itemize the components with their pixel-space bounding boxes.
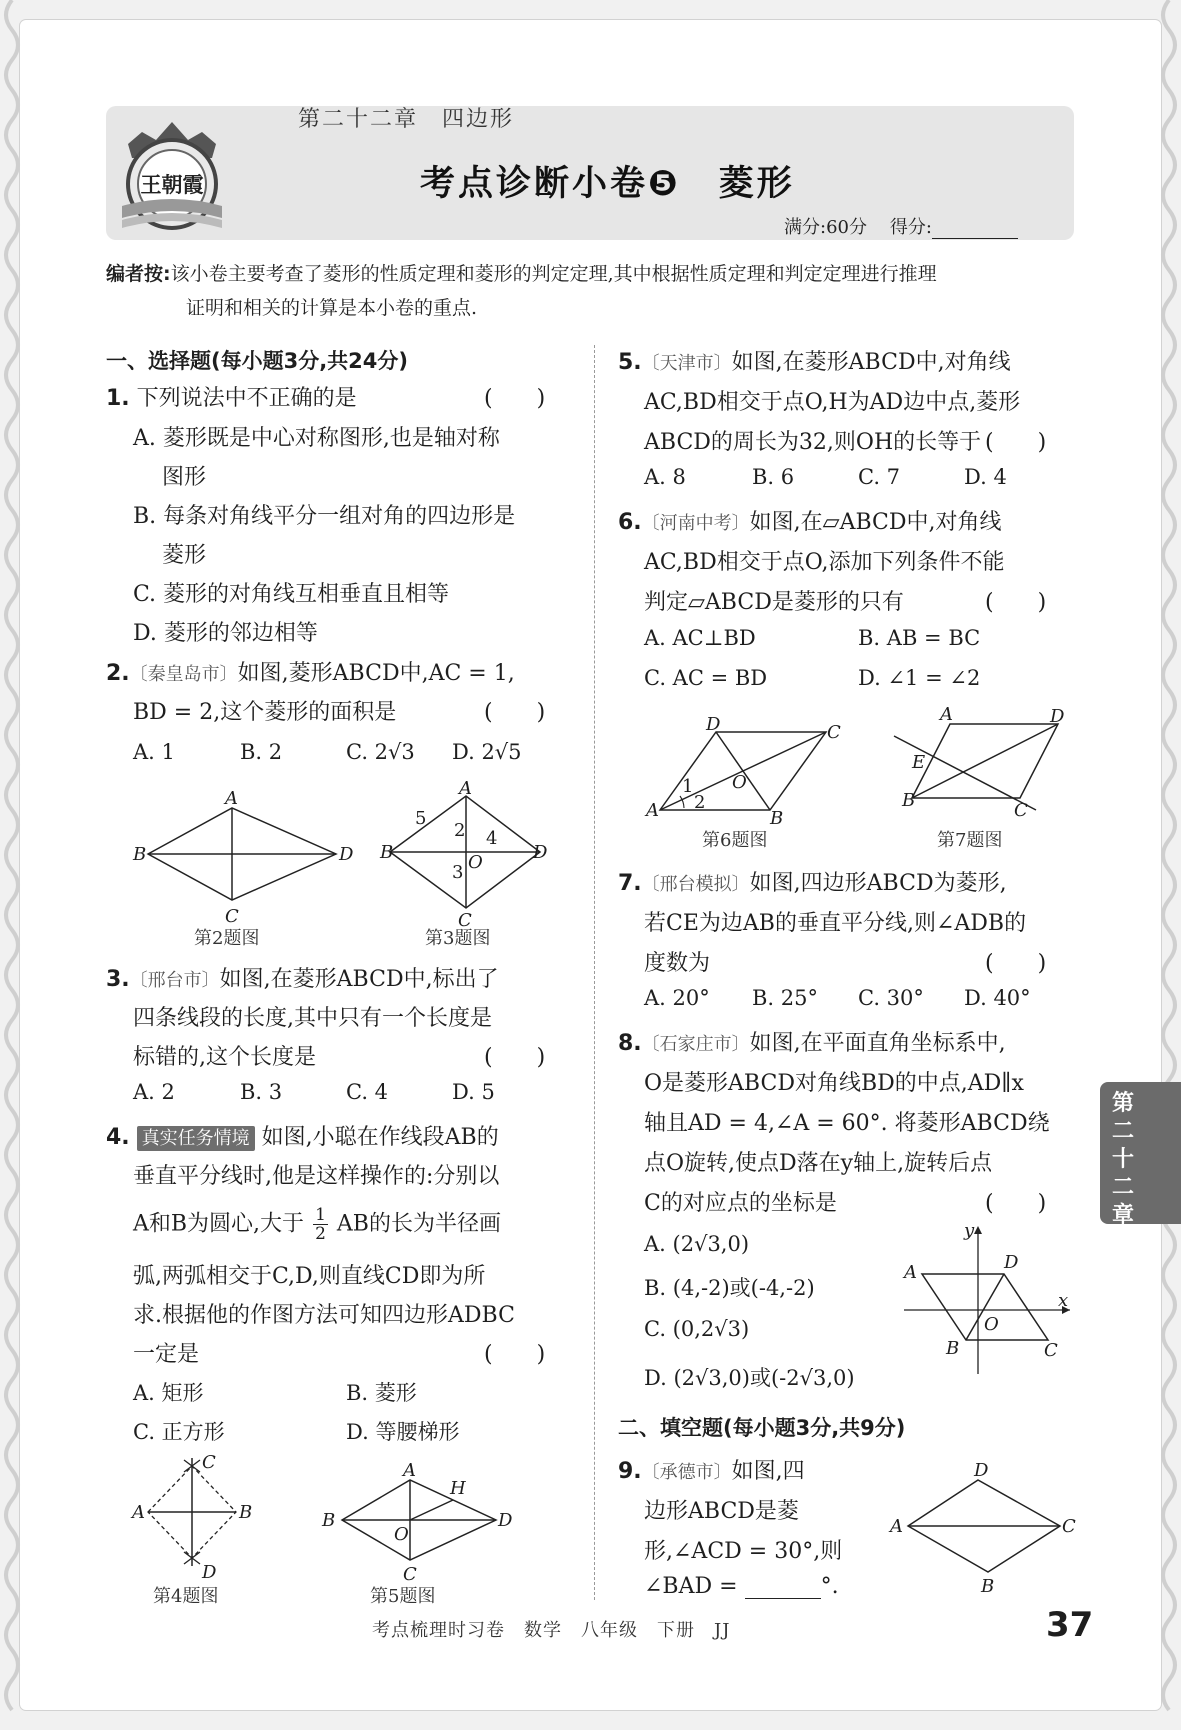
- q8-line-2: O是菱形ABCD对角线BD的中点,AD∥x: [644, 1071, 1024, 1096]
- q7-line-2: 若CE为边AB的垂直平分线,则∠ADB的: [644, 911, 1027, 936]
- q3-figure: [370, 778, 560, 931]
- q6-figure: [640, 714, 860, 829]
- page-title: 考点诊断小卷❺ 菱形: [420, 164, 795, 204]
- q2-figure: [128, 788, 354, 928]
- right-wavy-border: [1157, 0, 1181, 1730]
- q9-source: 〔承德市〕: [641, 1462, 732, 1483]
- q2-option-b[interactable]: B. 2: [240, 740, 283, 764]
- q4-number: 4.: [106, 1125, 130, 1150]
- svg-text:A: A: [225, 788, 238, 809]
- q8-line-1: [618, 1026, 1006, 1057]
- q7-number: 7.: [618, 871, 642, 896]
- q1-stem: [106, 381, 357, 412]
- svg-text:O: O: [394, 1524, 409, 1545]
- q3-line-2: 四条线段的长度,其中只有一个长度是: [133, 1006, 492, 1031]
- q1-option-d[interactable]: D. 菱形的邻边相等: [133, 621, 318, 646]
- q9-line-3: 形,∠ACD = 30°,则: [644, 1539, 843, 1564]
- q5-line-1: [618, 345, 1011, 376]
- q5-source: 〔天津市〕: [641, 353, 732, 374]
- svg-text:4: 4: [486, 828, 498, 849]
- q9-line-1: [618, 1454, 805, 1485]
- q9-line-2: 边形ABCD是菱: [644, 1499, 799, 1524]
- q4-line-5: 求.根据他的作图方法可知四边形ADBC: [133, 1303, 515, 1328]
- svg-text:D: D: [1050, 706, 1065, 727]
- q4-option-d[interactable]: D. 等腰梯形: [346, 1420, 460, 1444]
- svg-text:O: O: [468, 852, 483, 873]
- svg-text:B: B: [946, 1338, 960, 1359]
- svg-text:O: O: [984, 1314, 999, 1335]
- svg-text:B: B: [902, 790, 916, 811]
- q4-line-3: [133, 1206, 501, 1243]
- svg-text:O: O: [732, 772, 747, 793]
- svg-text:B: B: [133, 844, 147, 865]
- q3-answer-paren[interactable]: ( ): [484, 1045, 546, 1070]
- score-label: 得分:: [889, 217, 932, 238]
- q3-text-1: 如图,在菱形ABCD中,标出了: [219, 967, 499, 992]
- svg-text:A: A: [459, 778, 472, 799]
- q7-option-b[interactable]: B. 25°: [752, 986, 819, 1010]
- q2-line-1: [106, 656, 515, 687]
- section-2-title: 二、填空题(每小题3分,共9分): [618, 1416, 906, 1440]
- left-wavy-border: [0, 0, 24, 1730]
- q1-option-a-cont: 图形: [162, 465, 207, 490]
- q8-line-3: 轴且AD = 4,∠A = 60°. 将菱形ABCD绕: [644, 1111, 1050, 1136]
- q6-number: 6.: [618, 510, 642, 535]
- q6-caption: 第6题图: [702, 830, 768, 851]
- svg-text:E: E: [912, 752, 926, 773]
- q3-line-3: 标错的,这个长度是: [133, 1045, 316, 1070]
- q3-option-d[interactable]: D. 5: [452, 1080, 495, 1104]
- q4-answer-paren[interactable]: ( ): [484, 1342, 546, 1367]
- q6-option-d[interactable]: D. ∠1 = ∠2: [858, 666, 981, 690]
- svg-text:C: C: [458, 910, 472, 931]
- q2-caption: 第2题图: [194, 928, 260, 949]
- q9-text-4b: °.: [820, 1574, 839, 1599]
- q1-stem-text: 下列说法中不正确的是: [136, 386, 357, 411]
- q3-option-a[interactable]: A. 2: [133, 1080, 175, 1104]
- q4-fraction: [313, 1206, 328, 1243]
- q5-option-b[interactable]: B. 6: [752, 465, 795, 489]
- q9-text-1: 如图,四: [731, 1459, 805, 1484]
- q1-option-b-cont: 菱形: [162, 543, 207, 568]
- q6-text-1: 如图,在▱ABCD中,对角线: [749, 510, 1002, 535]
- q8-source: 〔石家庄市〕: [641, 1034, 750, 1055]
- svg-text:D: D: [1004, 1252, 1019, 1273]
- q5-option-c[interactable]: C. 7: [858, 465, 901, 489]
- q8-option-c[interactable]: C. (0,2√3): [644, 1317, 750, 1341]
- q8-option-d[interactable]: D. (2√3,0)或(-2√3,0): [644, 1366, 855, 1390]
- q6-option-a[interactable]: A. AC⊥BD: [644, 626, 756, 650]
- q7-line-1: [618, 866, 1007, 897]
- q7-option-c[interactable]: C. 30°: [858, 986, 924, 1010]
- svg-text:C: C: [1062, 1516, 1076, 1537]
- svg-text:2: 2: [454, 820, 466, 841]
- q8-number: 8.: [618, 1031, 642, 1056]
- svg-text:H: H: [450, 1478, 466, 1499]
- svg-text:C: C: [827, 722, 841, 743]
- q4-line-6: 一定是: [133, 1342, 200, 1367]
- svg-text:B: B: [239, 1502, 253, 1523]
- q7-line-3: 度数为: [644, 951, 711, 976]
- q1-option-c[interactable]: C. 菱形的对角线互相垂直且相等: [133, 582, 450, 607]
- q8-option-b[interactable]: B. (4,-2)或(-4,-2): [644, 1276, 815, 1300]
- svg-text:D: D: [533, 842, 548, 863]
- q4-line-1: [106, 1120, 499, 1151]
- chapter-label: 第二十二章 四边形: [298, 107, 515, 132]
- svg-text:B: B: [770, 808, 784, 829]
- q9-answer-blank[interactable]: [745, 1580, 821, 1599]
- q6-option-b[interactable]: B. AB = BC: [858, 626, 981, 650]
- q4-option-c[interactable]: C. 正方形: [133, 1420, 225, 1444]
- q9-text-4a: ∠BAD =: [644, 1574, 738, 1599]
- svg-text:B: B: [981, 1576, 995, 1597]
- q2-text-1: 如图,菱形ABCD中,AC = 1,: [237, 661, 515, 686]
- svg-text:A: A: [132, 1502, 145, 1523]
- q3-option-b[interactable]: B. 3: [240, 1080, 283, 1104]
- q8-answer-paren[interactable]: ( ): [985, 1191, 1047, 1216]
- q8-figure: [900, 1222, 1080, 1380]
- q8-text-1: 如图,在平面直角坐标系中,: [749, 1031, 1006, 1056]
- svg-text:C: C: [1044, 1340, 1058, 1361]
- q4-frac-num: 1: [315, 1205, 326, 1225]
- q5-answer-paren[interactable]: ( ): [985, 430, 1047, 455]
- q4-text-3b: AB的长为半径画: [336, 1211, 501, 1237]
- svg-text:B: B: [380, 842, 394, 863]
- q6-line-2: AC,BD相交于点O,添加下列条件不能: [644, 550, 1005, 575]
- q4-figure: [128, 1454, 268, 1584]
- q1-number: 1.: [106, 386, 130, 411]
- svg-text:x: x: [1058, 1290, 1069, 1311]
- q1-option-b[interactable]: B. 每条对角线平分一组对角的四边形是: [133, 504, 516, 529]
- svg-text:C: C: [225, 906, 239, 927]
- q3-source: 〔邢台市〕: [129, 970, 220, 991]
- q4-caption: 第4题图: [153, 1586, 219, 1607]
- publisher-logo-icon: [118, 114, 226, 232]
- q6-option-c[interactable]: C. AC = BD: [644, 666, 768, 690]
- q1-option-a[interactable]: A. 菱形既是中心对称图形,也是轴对称: [133, 426, 500, 451]
- q7-answer-paren[interactable]: ( ): [985, 951, 1047, 976]
- svg-text:A: A: [890, 1516, 903, 1537]
- q2-option-d[interactable]: D. 2√5: [452, 740, 522, 764]
- q8-option-a[interactable]: A. (2√3,0): [644, 1232, 750, 1256]
- svg-text:A: A: [940, 704, 953, 725]
- q4-option-a[interactable]: A. 矩形: [133, 1381, 204, 1405]
- svg-text:D: D: [202, 1562, 217, 1583]
- svg-text:D: D: [706, 714, 721, 735]
- section-1-title: 一、选择题(每小题3分,共24分): [106, 349, 409, 373]
- editor-note-text-1: 该小卷主要考查了菱形的性质定理和菱形的判定定理,其中根据性质定理和判定定理进行推理: [170, 263, 937, 285]
- svg-text:D: D: [498, 1510, 513, 1531]
- editor-note-text-2: 证明和相关的计算是本小卷的重点.: [186, 297, 478, 319]
- q6-answer-paren[interactable]: ( ): [985, 590, 1047, 615]
- q5-text-1: 如图,在菱形ABCD中,对角线: [731, 350, 1011, 375]
- full-score-label: 满分:60分: [784, 217, 867, 238]
- column-divider: [594, 345, 595, 1600]
- footer-text: 考点梳理时习卷 数学 八年级 下册 JJ: [372, 1620, 731, 1641]
- q4-text-3a: A和B为圆心,大于: [133, 1211, 305, 1237]
- q3-option-c[interactable]: C. 4: [346, 1080, 389, 1104]
- q4-text-1: 如图,小聪在作线段AB的: [261, 1125, 499, 1150]
- q5-figure: [318, 1460, 513, 1588]
- q5-option-d[interactable]: D. 4: [964, 465, 1007, 489]
- q4-option-b[interactable]: B. 菱形: [346, 1381, 417, 1405]
- q7-caption: 第7题图: [937, 830, 1003, 851]
- q5-number: 5.: [618, 350, 642, 375]
- svg-text:y: y: [964, 1220, 975, 1241]
- svg-text:A: A: [904, 1262, 917, 1283]
- q3-line-1: [106, 962, 499, 993]
- q9-number: 9.: [618, 1459, 642, 1484]
- svg-text:B: B: [322, 1510, 336, 1531]
- svg-text:3: 3: [452, 862, 464, 883]
- q8-line-4: 点O旋转,使点D落在y轴上,旋转后点: [644, 1151, 993, 1176]
- svg-text:A: A: [646, 800, 659, 821]
- editor-note-label: 编者按:: [106, 263, 171, 285]
- q6-line-3: 判定▱ABCD是菱形的只有: [644, 590, 904, 615]
- q7-option-d[interactable]: D. 40°: [964, 986, 1031, 1010]
- editor-note-line-1: [106, 257, 1086, 291]
- svg-text:2: 2: [694, 792, 706, 813]
- q3-caption: 第3题图: [425, 928, 491, 949]
- q5-line-2: AC,BD相交于点O,H为AD边中点,菱形: [644, 390, 1021, 415]
- svg-text:1: 1: [682, 776, 694, 797]
- q4-frac-den: 2: [315, 1224, 326, 1244]
- q7-source: 〔邢台模拟〕: [641, 874, 750, 895]
- svg-text:C: C: [202, 1452, 216, 1473]
- q6-source: 〔河南中考〕: [641, 513, 750, 534]
- q5-caption: 第5题图: [370, 1586, 436, 1607]
- q2-option-c[interactable]: C. 2√3: [346, 740, 415, 764]
- logo-text: 王朝霞: [140, 172, 204, 197]
- svg-text:5: 5: [415, 808, 427, 829]
- q2-source: 〔秦皇岛市〕: [129, 664, 238, 685]
- q7-text-1: 如图,四边形ABCD为菱形,: [749, 871, 1007, 896]
- q2-option-a[interactable]: A. 1: [133, 740, 175, 764]
- svg-text:A: A: [403, 1460, 416, 1481]
- score-blank: [932, 222, 1018, 239]
- q5-option-a[interactable]: A. 8: [644, 465, 686, 489]
- q5-line-3: ABCD的周长为32,则OH的长等于: [644, 430, 982, 455]
- q7-figure: [890, 704, 1075, 822]
- q2-answer-paren[interactable]: ( ): [484, 700, 546, 725]
- svg-text:D: D: [339, 844, 354, 865]
- q4-line-2: 垂直平分线时,他是这样操作的:分别以: [133, 1164, 500, 1189]
- q3-number: 3.: [106, 967, 130, 992]
- q8-line-5: C的对应点的坐标是: [644, 1191, 837, 1216]
- q4-line-4: 弧,两弧相交于C,D,则直线CD即为所: [133, 1264, 486, 1289]
- q2-number: 2.: [106, 661, 130, 686]
- svg-text:C: C: [1014, 800, 1028, 821]
- q4-tag: 真实任务情境: [137, 1126, 255, 1151]
- side-tab-label: 第二十二章: [1111, 1091, 1134, 1228]
- q7-option-a[interactable]: A. 20°: [644, 986, 710, 1010]
- q2-line-2: BD = 2,这个菱形的面积是: [133, 700, 397, 725]
- page-number: 37: [1046, 1605, 1094, 1645]
- q6-line-1: [618, 505, 1002, 536]
- score-area: [784, 213, 1018, 239]
- svg-text:C: C: [403, 1564, 417, 1585]
- svg-text:D: D: [974, 1460, 989, 1481]
- q1-answer-paren[interactable]: ( ): [484, 386, 546, 411]
- q9-line-4: [644, 1574, 839, 1599]
- q9-figure: [884, 1456, 1084, 1596]
